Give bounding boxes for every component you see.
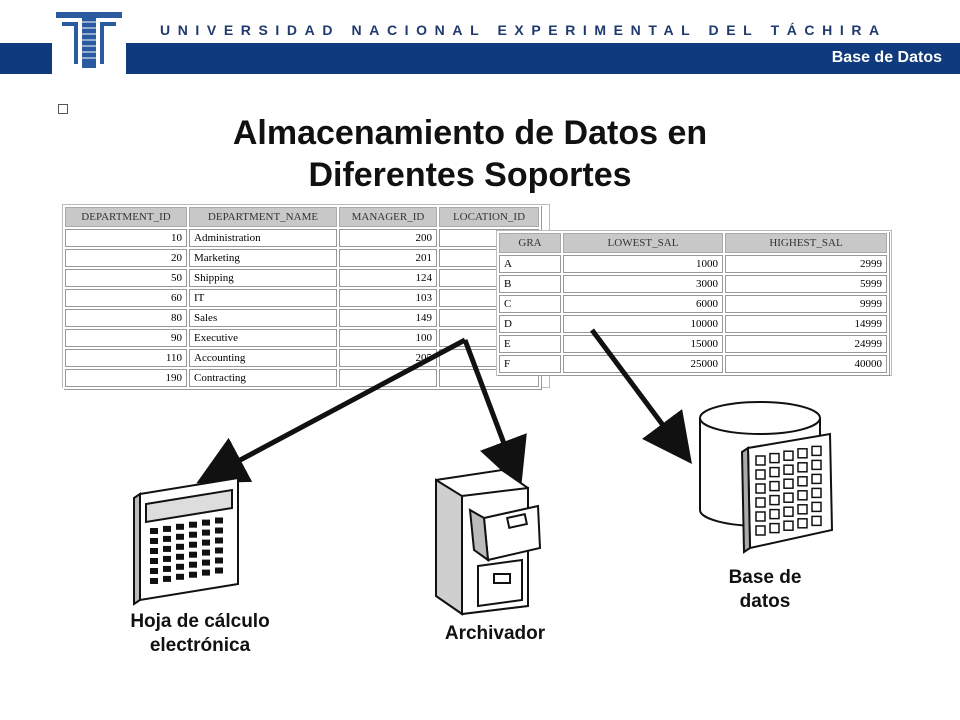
table-cell: 90 <box>65 329 187 347</box>
database-cell <box>756 484 765 493</box>
spreadsheet-cell <box>163 536 171 542</box>
database-label <box>700 566 830 614</box>
spreadsheet-cell <box>163 566 171 572</box>
database-cell <box>756 512 765 521</box>
table-cell: 15000 <box>563 335 723 353</box>
table-cell: E <box>499 335 561 353</box>
column-header: MANAGER_ID <box>339 207 437 227</box>
spreadsheet-cell <box>163 556 171 562</box>
database-cell <box>798 477 807 486</box>
database-cell <box>756 526 765 535</box>
database-cell <box>756 456 765 465</box>
table-cell: C <box>499 295 561 313</box>
database-cell <box>812 502 821 511</box>
university-name: UNIVERSIDAD NACIONAL EXPERIMENTAL DEL TÁCHIRA <box>160 22 887 38</box>
spreadsheet-cell <box>215 558 223 564</box>
column-header: DEPARTMENT_ID <box>65 207 187 227</box>
spreadsheet-cell <box>150 558 158 564</box>
database-cell <box>756 498 765 507</box>
database-cell <box>784 451 793 460</box>
spreadsheet-cell <box>176 564 184 570</box>
database-cell <box>812 446 821 455</box>
table-cell: 80 <box>65 309 187 327</box>
table-cell: 50 <box>65 269 187 287</box>
database-cell <box>770 496 779 505</box>
spreadsheet-cell <box>202 530 210 536</box>
table-cell: 103 <box>339 289 437 307</box>
table-cell: 5999 <box>725 275 887 293</box>
spreadsheet-label <box>110 610 290 658</box>
spreadsheet-cell <box>189 542 197 548</box>
database-cell <box>812 460 821 469</box>
table-cell: 40000 <box>725 355 887 373</box>
table-cell: 200 <box>339 229 437 247</box>
table-cell: 10000 <box>563 315 723 333</box>
filing-cabinet-icon <box>436 470 540 614</box>
spreadsheet-cell <box>215 568 223 574</box>
table-cell: 190 <box>65 369 187 387</box>
table-cell: 100 <box>339 329 437 347</box>
spreadsheet-cell <box>176 574 184 580</box>
spreadsheet-cell <box>163 546 171 552</box>
database-cell <box>798 463 807 472</box>
table-cell: Administration <box>189 229 337 247</box>
table-cell: Shipping <box>189 269 337 287</box>
table-cell: 3000 <box>563 275 723 293</box>
database-label-line-1: Base de <box>728 567 802 588</box>
database-cell <box>784 521 793 530</box>
spreadsheet-cell <box>150 548 158 554</box>
table-cell: 14999 <box>725 315 887 333</box>
table-cell: 124 <box>339 269 437 287</box>
course-name: Base de Datos <box>831 49 942 66</box>
table-cell: 6000 <box>563 295 723 313</box>
spreadsheet-cell <box>189 522 197 528</box>
spreadsheet-cell <box>202 520 210 526</box>
database-cell <box>798 519 807 528</box>
database-cell <box>812 474 821 483</box>
table-cell: Accounting <box>189 349 337 367</box>
cabinet-label: Archivador <box>444 623 546 644</box>
table-cell: 110 <box>65 349 187 367</box>
table-cell: F <box>499 355 561 373</box>
table-cell: Contracting <box>189 369 337 387</box>
database-cell <box>784 507 793 516</box>
spreadsheet-cell <box>176 534 184 540</box>
title-line-2: Diferentes Soportes <box>308 156 632 194</box>
database-cell <box>798 449 807 458</box>
spreadsheet-label-line-2: electrónica <box>149 635 251 656</box>
table-cell: 60 <box>65 289 187 307</box>
spreadsheet-cell <box>215 518 223 524</box>
spreadsheet-cell <box>202 540 210 546</box>
spreadsheet-cell <box>189 532 197 538</box>
table-cell: 149 <box>339 309 437 327</box>
spreadsheet-icon <box>134 478 238 604</box>
database-cell <box>770 468 779 477</box>
table-cell: 2999 <box>725 255 887 273</box>
database-cell <box>784 479 793 488</box>
spreadsheet-cell <box>202 550 210 556</box>
spreadsheet-cell <box>215 528 223 534</box>
database-cell <box>784 465 793 474</box>
spreadsheet-cell <box>163 576 171 582</box>
arrow-to-cabinet <box>465 340 514 470</box>
database-cell <box>812 516 821 525</box>
spreadsheet-cell <box>202 560 210 566</box>
spreadsheet-cell <box>150 528 158 534</box>
spreadsheet-cell <box>189 572 197 578</box>
spreadsheet-cell <box>189 562 197 568</box>
database-cell <box>770 454 779 463</box>
spreadsheet-cell <box>150 578 158 584</box>
database-cell <box>784 493 793 502</box>
database-label-line-2: datos <box>739 591 791 612</box>
database-icon <box>700 402 832 552</box>
database-cell <box>770 524 779 533</box>
arrow-to-database <box>592 330 680 448</box>
table-cell: Executive <box>189 329 337 347</box>
spreadsheet-cell <box>189 552 197 558</box>
column-header: LOWEST_SAL <box>563 233 723 253</box>
database-cell <box>812 488 821 497</box>
database-cell <box>798 505 807 514</box>
spreadsheet-label-line-1: Hoja de cálculo <box>130 611 270 632</box>
spreadsheet-cell <box>150 568 158 574</box>
table-cell: 24999 <box>725 335 887 353</box>
title-line-1: Almacenamiento de Datos en <box>232 114 708 152</box>
table-cell: 1000 <box>563 255 723 273</box>
table-cell: Sales <box>189 309 337 327</box>
database-cell <box>798 491 807 500</box>
table-cell: 10 <box>65 229 187 247</box>
arrow-to-spreadsheet <box>214 340 465 474</box>
spreadsheet-cell <box>150 538 158 544</box>
table-cell: 9999 <box>725 295 887 313</box>
table-cell: 205 <box>339 349 437 367</box>
spreadsheet-cell <box>215 538 223 544</box>
spreadsheet-cell <box>176 554 184 560</box>
database-cell <box>770 482 779 491</box>
spreadsheet-cell <box>176 524 184 530</box>
table-cell: 20 <box>65 249 187 267</box>
table-cell: 25000 <box>563 355 723 373</box>
arrows <box>214 330 680 474</box>
column-header: LOCATION_ID <box>439 207 539 227</box>
column-header: DEPARTMENT_NAME <box>189 207 337 227</box>
column-header: GRA <box>499 233 561 253</box>
table-cell: A <box>499 255 561 273</box>
spreadsheet-cell <box>176 544 184 550</box>
database-cell <box>756 470 765 479</box>
spreadsheet-cell <box>215 548 223 554</box>
database-cell <box>770 510 779 519</box>
table-cell: 201 <box>339 249 437 267</box>
spreadsheet-cell <box>202 570 210 576</box>
table-cell: B <box>499 275 561 293</box>
column-header: HIGHEST_SAL <box>725 233 887 253</box>
table-cell: IT <box>189 289 337 307</box>
table-cell: D <box>499 315 561 333</box>
table-cell: Marketing <box>189 249 337 267</box>
spreadsheet-cell <box>163 526 171 532</box>
